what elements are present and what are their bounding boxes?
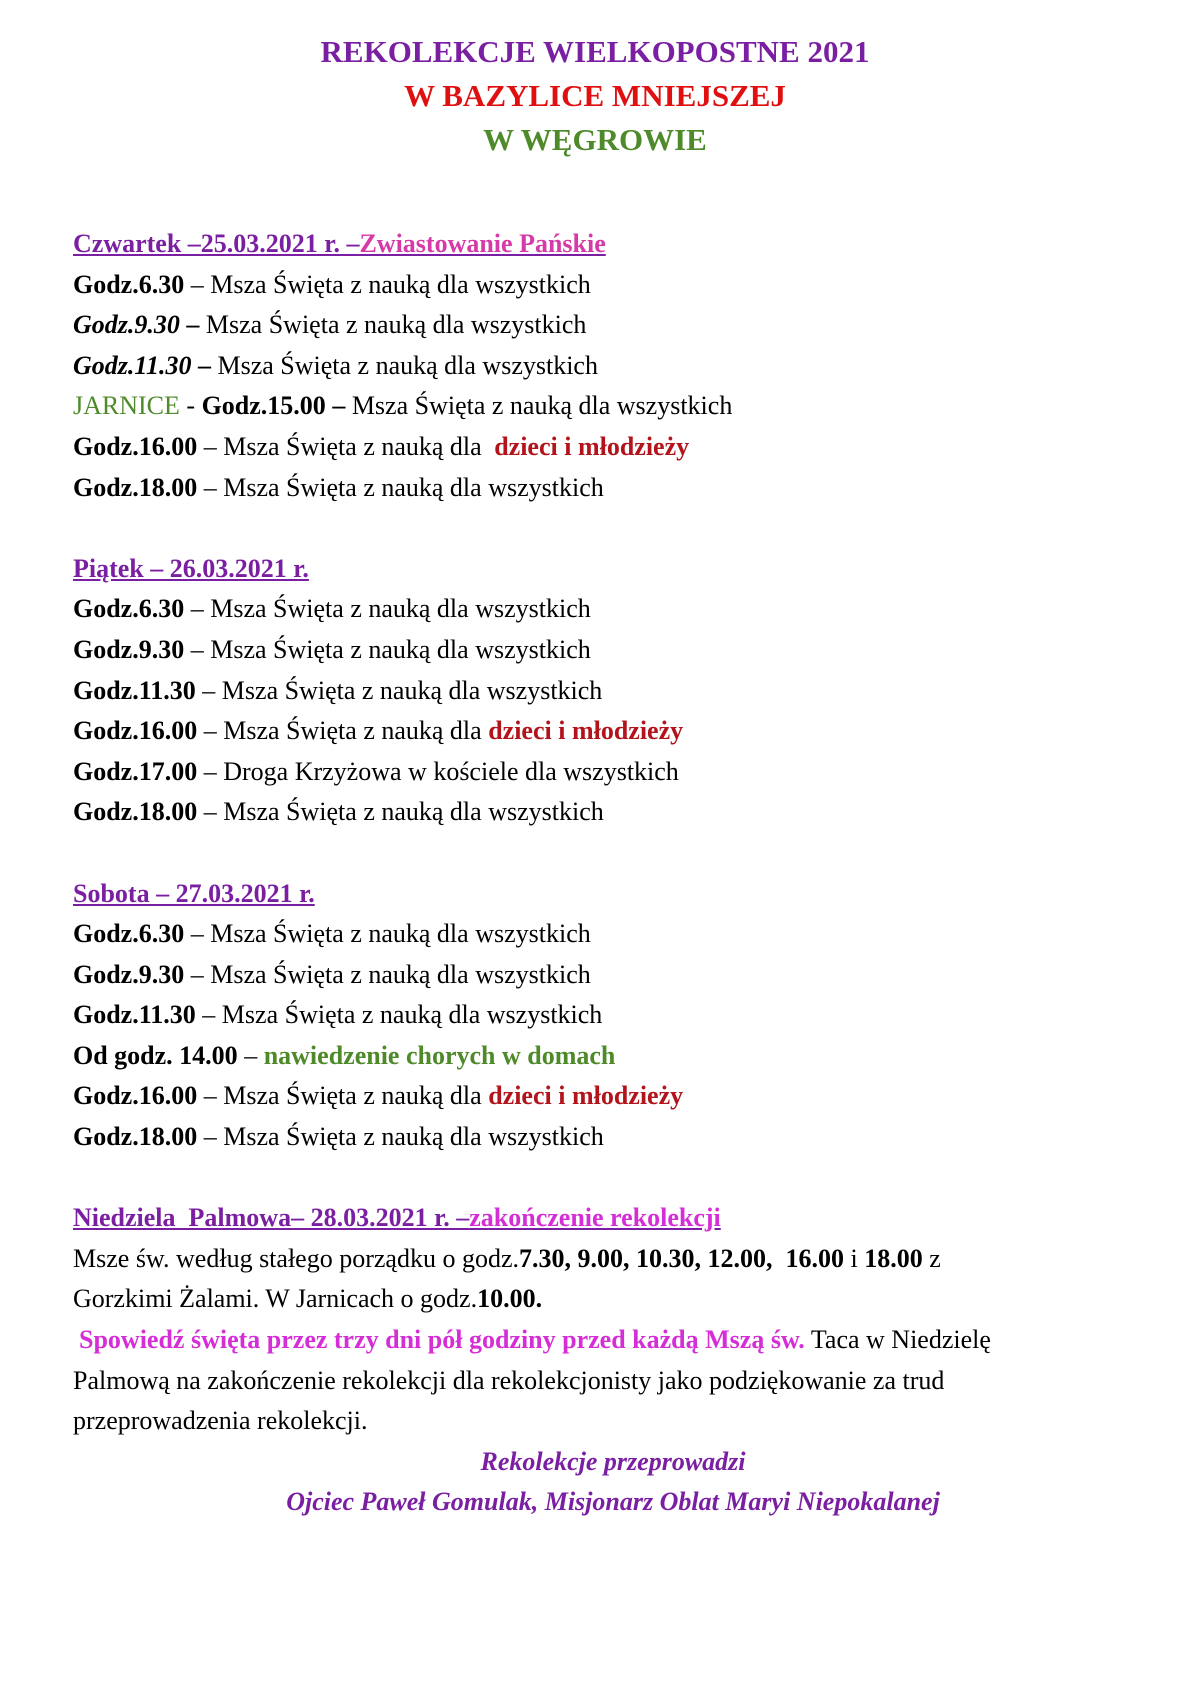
time-label: Godz.9.30: [73, 959, 185, 989]
event-text: Msza Święta z nauką dla wszystkich: [221, 675, 603, 705]
event-text: Msza Święta z nauką dla: [223, 1081, 489, 1111]
highlight-text: dzieci i młodzieży: [488, 716, 684, 746]
schedule-row: [73, 995, 1153, 1036]
signature-line-2: Ojciec Paweł Gomulak, Misjonarz Oblat Maryi Niepokalanej: [286, 1487, 940, 1517]
event-text: Msza Święta z nauką dla wszystkich: [223, 472, 604, 502]
separator: –: [197, 716, 224, 746]
schedule-row: [73, 1117, 1153, 1158]
sunday-mass-line: [73, 1239, 1153, 1280]
event-text: Msza Święta z nauką dla wszystkich: [221, 1000, 603, 1030]
separator: –: [184, 919, 211, 949]
sunday-date: Niedziela Palmowa– 28.03.2021 r. –: [73, 1203, 470, 1233]
schedule-row: [73, 1076, 1153, 1117]
time-label: Godz.18.00: [73, 472, 198, 502]
time-label: Godz.6.30: [73, 919, 185, 949]
event-text: Msza Święta z nauką dla wszystkich: [223, 1122, 604, 1152]
separator: –: [197, 431, 224, 461]
time-label: Godz.18.00: [73, 797, 198, 827]
separator: –: [197, 472, 224, 502]
title-block: [0, 30, 1190, 162]
offering-text-1: Taca w Niedzielę: [804, 1325, 991, 1355]
event-text: Msza Święta z nauką dla wszystkich: [217, 350, 598, 380]
time-label: Godz.16.00: [73, 1081, 198, 1111]
time-label: Godz.15.00: [201, 391, 326, 421]
offering-line-2: [73, 1361, 1153, 1402]
schedule-row: [73, 914, 1153, 955]
place-label: JARNICE: [73, 391, 180, 421]
title-line-1: REKOLEKCJE WIELKOPOSTNE 2021: [320, 34, 870, 69]
friday-header: [73, 549, 1153, 590]
schedule-content: [73, 224, 1153, 1523]
schedule-row: [73, 630, 1153, 671]
sunday-note: zakończenie rekolekcji: [469, 1203, 721, 1233]
time-label: Godz.17.00: [73, 756, 198, 786]
time-label: Godz.9.30: [73, 634, 185, 664]
time-label: Godz.6.30: [73, 269, 185, 299]
sunday-jarnice-line: [73, 1279, 1153, 1320]
time-label: Godz.11.30: [73, 675, 196, 705]
sunday-jarnice-time: 10.00.: [477, 1284, 543, 1314]
sunday-times: 7.30, 9.00, 10.30, 12.00, 16.00: [519, 1243, 844, 1273]
separator: –: [184, 269, 211, 299]
schedule-row: [73, 346, 1153, 387]
schedule-row: [73, 305, 1153, 346]
time-label: Godz.9.30: [73, 310, 180, 340]
offering-text-3: przeprowadzenia rekolekcji.: [73, 1406, 368, 1436]
title-line-2: W BAZYLICE MNIEJSZEJ: [404, 78, 786, 113]
event-text: Msza Święta z nauką dla wszystkich: [351, 391, 733, 421]
event-text: Msza Święta z nauką dla wszystkich: [210, 959, 591, 989]
sunday-header: [73, 1198, 1153, 1239]
schedule-row: [73, 386, 1153, 427]
event-text: Msza Święta z nauką dla wszystkich: [210, 634, 591, 664]
schedule-row: [73, 1036, 1153, 1077]
schedule-row: [73, 427, 1153, 468]
highlight-text: dzieci i młodzieży: [488, 1081, 684, 1111]
offering-line-3: [73, 1401, 1153, 1442]
separator: –: [184, 634, 211, 664]
separator: –: [197, 756, 224, 786]
separator: –: [197, 797, 224, 827]
thursday-header: [73, 224, 1153, 265]
offering-text-2: Palmową na zakończenie rekolekcji dla rekolekcjonisty jako podziękowanie za trud: [73, 1365, 945, 1395]
time-label: Godz.18.00: [73, 1122, 198, 1152]
spacer: [73, 1158, 1153, 1199]
spacer: [73, 508, 1153, 549]
schedule-row: [73, 468, 1153, 509]
highlight-text: dzieci i młodzieży: [494, 431, 690, 461]
separator: –: [195, 675, 222, 705]
separator: –: [184, 959, 211, 989]
thursday-feast: Zwiastowanie Pańskie: [359, 229, 606, 258]
separator: –: [197, 1122, 224, 1152]
separator: –: [197, 1081, 224, 1111]
schedule-row: [73, 752, 1153, 793]
schedule-row: [73, 711, 1153, 752]
spacer: [73, 833, 1153, 874]
time-label: Godz.11.30: [73, 1000, 196, 1030]
schedule-row: [73, 671, 1153, 712]
separator: –: [237, 1040, 264, 1070]
thursday-date: Czwartek –25.03.2021 r. –: [73, 229, 360, 258]
separator: –: [325, 391, 352, 421]
separator: –: [179, 310, 206, 340]
sunday-z: z: [922, 1243, 941, 1273]
event-text: nawiedzenie chorych w domach: [263, 1040, 616, 1070]
saturday-header: [73, 874, 1153, 915]
event-text: Droga Krzyżowa w kościele dla wszystkich: [223, 756, 679, 786]
sunday-text: Msze św. według stałego porządku o godz.: [73, 1243, 519, 1273]
event-text: Msza Święta z nauką dla wszystkich: [223, 797, 604, 827]
time-label: Godz.16.00: [73, 716, 198, 746]
schedule-row: [73, 792, 1153, 833]
title-line-3: W WĘGROWIE: [483, 122, 707, 157]
friday-date: Piątek – 26.03.2021 r.: [73, 553, 309, 583]
event-text: Msza Święta z nauką dla wszystkich: [205, 310, 587, 340]
schedule-row: [73, 589, 1153, 630]
sunday-and: i: [844, 1243, 865, 1273]
confession-line: [73, 1320, 1153, 1361]
time-label: Od godz. 14.00: [73, 1040, 238, 1070]
separator: –: [191, 350, 218, 380]
event-text: Msza Święta z nauką dla: [223, 716, 489, 746]
event-text: Msza Święta z nauką dla: [223, 431, 489, 461]
time-label: Godz.16.00: [73, 431, 198, 461]
event-text: Msza Święta z nauką dla wszystkich: [210, 919, 591, 949]
time-label: Godz.11.30: [73, 350, 192, 380]
saturday-date: Sobota – 27.03.2021 r.: [73, 878, 315, 908]
time-label: Godz.6.30: [73, 594, 185, 624]
separator: –: [195, 1000, 222, 1030]
event-text: Msza Święta z nauką dla wszystkich: [210, 269, 591, 299]
event-text: Msza Święta z nauką dla wszystkich: [210, 594, 591, 624]
sunday-text-2: Gorzkimi Żalami. W Jarnicach o godz.: [73, 1284, 478, 1314]
schedule-row: [73, 265, 1153, 306]
schedule-row: [73, 955, 1153, 996]
separator: –: [184, 594, 211, 624]
confession-text: Spowiedź święta przez trzy dni pół godziny przed każdą Mszą św.: [79, 1325, 805, 1355]
dash: -: [179, 391, 202, 421]
signature-line-1: Rekolekcje przeprowadzi: [480, 1446, 746, 1476]
sunday-last-time: 18.00: [864, 1243, 923, 1273]
